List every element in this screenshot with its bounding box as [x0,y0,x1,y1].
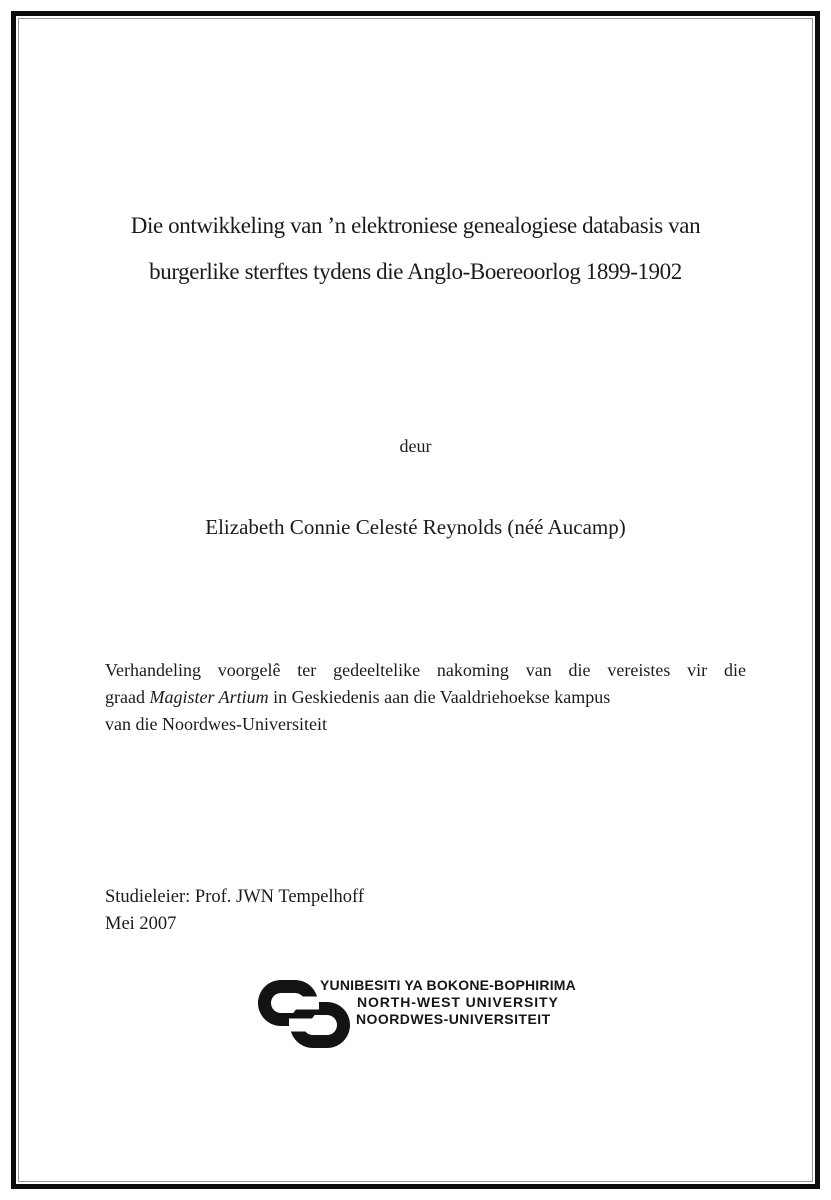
submission-line-3: van die Noordwes-Universiteit [105,714,327,734]
thesis-title-line-2: burgerlike sterftes tydens die Anglo-Boereoorlog 1899-1902 [149,259,682,284]
author-name: Elizabeth Connie Celesté Reynolds (néé Aucamp) [205,515,626,539]
submission-line-1: Verhandeling voorgelê ter gedeeltelike nakoming van die vereistes vir die [105,660,746,680]
byline-label: deur [399,436,432,456]
thesis-title [30,203,801,295]
submission-line-2-prefix: graad [105,687,150,707]
degree-name-italic: Magister Artium [149,687,269,707]
nwu-logo-wordmark [320,977,576,1028]
logo-text-setswana: YUNIBESITI YA BOKONE-BOPHIRIMA [320,977,576,993]
date-line: Mei 2007 [105,914,177,934]
supervisor-date-block [105,884,364,938]
thesis-title-line-1: Die ontwikkeling van ’n elektroniese genealogiese databasis van [130,213,701,238]
submission-line-2-suffix: in Geskiedenis aan die Vaaldriehoekse kampus [268,687,611,707]
logo-text-afrikaans: NOORDWES-UNIVERSITEIT [356,1011,551,1027]
submission-statement [105,657,746,738]
submission-line-2 [105,684,746,711]
supervisor-line: Studieleier: Prof. JWN Tempelhoff [105,887,365,907]
logo-text-english: NORTH-WEST UNIVERSITY [357,994,559,1010]
